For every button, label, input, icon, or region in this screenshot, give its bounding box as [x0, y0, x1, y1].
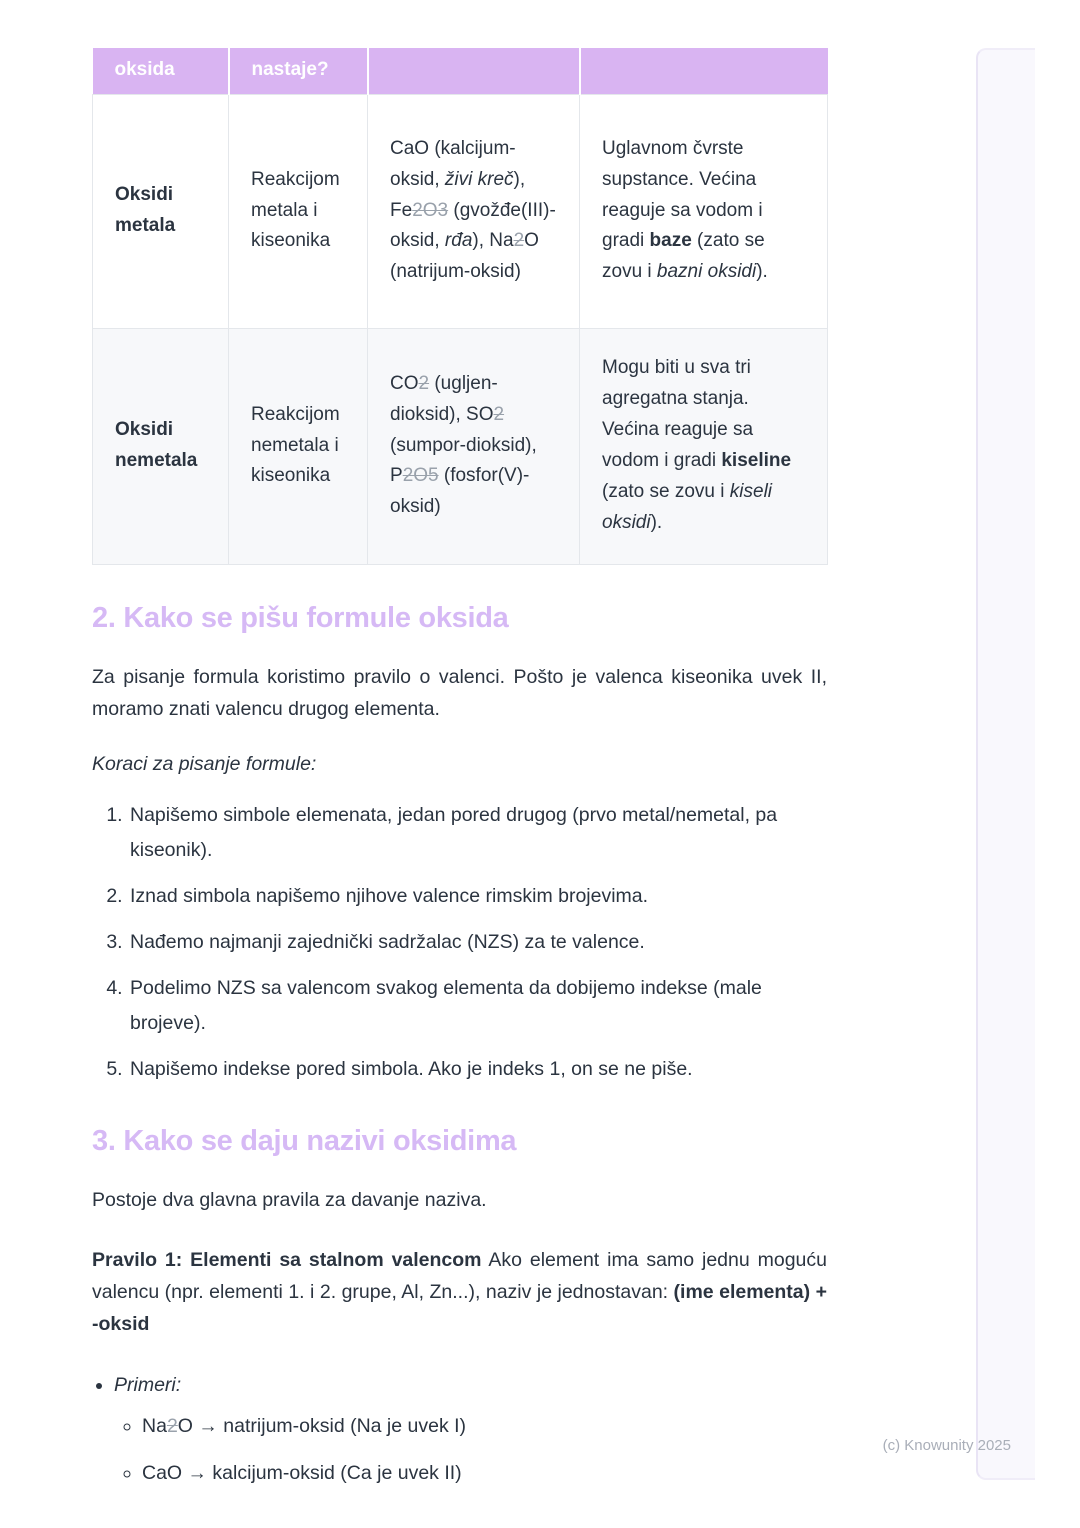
example-item-cao: ◦ CaO → kalcijum-oksid (Ca je uvek II) — [142, 1458, 827, 1489]
document-page — [92, 48, 827, 1506]
example-item-na2o: ◦ Na2O → natrijum-oksid (Na je uvek I) — [142, 1411, 827, 1442]
examples-label-item — [114, 1368, 827, 1489]
next-page-edge — [976, 48, 1035, 1480]
cell-type: Oksidi metala — [93, 94, 229, 328]
cell-examples: CO2 (ugljen-dioksid), SO2 (sumpor-dioksid), P2O5 (fosfor(V)-oksid) — [368, 328, 580, 564]
step-item-3: 3. Nađemo najmanji zajednički sadržalac (NZS) za te valence. — [128, 925, 827, 960]
table-header-row — [93, 48, 828, 94]
step-item-1: 1. Napišemo simbole elemenata, jedan pored drugog (prvo metal/nemetal, pa kiseonik). — [128, 798, 827, 868]
step-item-4: 4. Podelimo NZS sa valencom svakog elementa da dobijemo indekse (male brojeve). — [128, 971, 827, 1041]
section-heading-nazivi: 3. Kako se daju nazivi oksidima — [92, 1124, 517, 1157]
step-item-2: 2. Iznad simbola napišemo njihove valence rimskim brojevima. — [128, 879, 827, 914]
section-heading-formule: 2. Kako se pišu formule oksida — [92, 601, 509, 634]
steps-list — [92, 798, 827, 1088]
cell-type: Oksidi nemetala — [93, 328, 229, 564]
table-row-oksidi-metala — [93, 94, 828, 328]
cell-formation: Reakcijom nemetala i kiseonika — [229, 328, 368, 564]
cell-formation: Reakcijom metala i kiseonika — [229, 94, 368, 328]
formule-intro-paragraph: Za pisanje formula koristimo pravilo o valenci. Pošto je valenca kiseonika uvek II, moramo znati valencu drugog elementa. — [92, 665, 827, 720]
table-row-oksidi-nemetala — [93, 328, 828, 564]
examples-label: Primeri: — [114, 1374, 182, 1397]
header-cell-oksida: oksida — [93, 48, 229, 94]
examples-sublist — [114, 1411, 827, 1489]
steps-label: Koraci za pisanje formule: — [92, 752, 317, 775]
step-item-5: 5. Napišemo indekse pored simbola. Ako je indeks 1, on se ne piše. — [128, 1052, 827, 1087]
copyright-notice: (c) Knowunity 2025 — [882, 1437, 1011, 1454]
header-cell-examples — [368, 48, 580, 94]
nazivi-intro-paragraph: Postoje dva glavna pravila za davanje naziva. — [92, 1188, 487, 1211]
header-cell-properties — [580, 48, 828, 94]
cell-properties: Mogu biti u sva tri agregatna stanja. Većina reaguje sa vodom i gradi kiseline (zato se zovu i kiseli oksidi). — [580, 328, 828, 564]
oxides-table — [92, 48, 828, 565]
header-cell-nastaje: nastaje? — [229, 48, 368, 94]
cell-examples: CaO (kalcijum-oksid, živi kreč), Fe2O3 (gvožđe(III)-oksid, rđa), Na2O (natrijum-oksid) — [368, 94, 580, 328]
cell-properties: Uglavnom čvrste supstance. Većina reaguje sa vodom i gradi baze (zato se zovu i bazni oksidi). — [580, 94, 828, 328]
rule1-paragraph: Pravilo 1: Elementi sa stalnom valencom Ako element ima samo jednu moguću valencu (npr. elementi 1. i 2. grupe, Al, Zn...), naziv je jednostavan: (ime elementa) + -oksid — [92, 1248, 827, 1336]
examples-list — [92, 1368, 827, 1489]
